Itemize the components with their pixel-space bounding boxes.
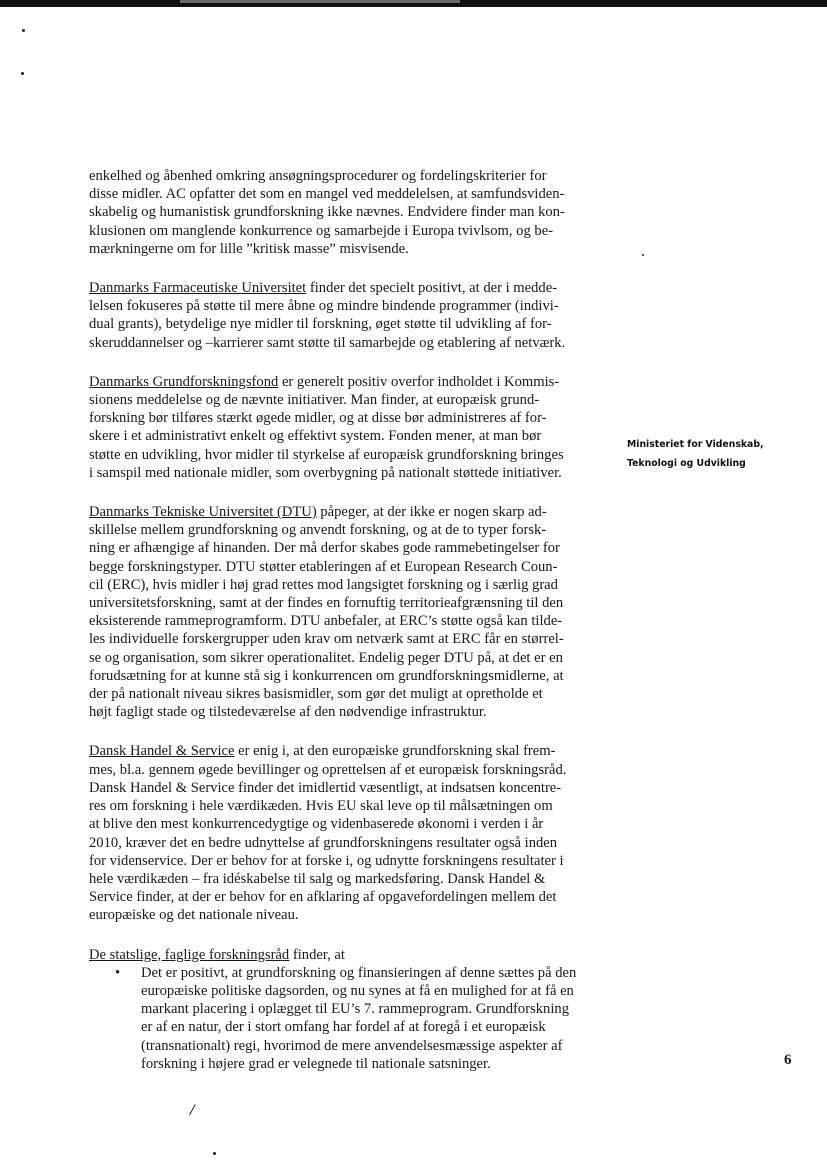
text-line: sionens meddelelse og de nævnte initiativer. Man finder, at europæisk grund- (89, 392, 540, 409)
organization-name: Dansk Handel & Service (89, 743, 235, 760)
text-line: les individuelle forskergrupper uden krav om netværk samt at ERC får en størrel- (89, 631, 564, 648)
paragraph-dansk-handel (89, 742, 597, 924)
paragraph-ac (89, 167, 597, 258)
text-line: forskning i højere grad er velegnede til nationale satsninger. (141, 1055, 491, 1072)
text-line: finder, at (289, 946, 345, 963)
ministry-label (627, 435, 817, 473)
scan-speck (642, 254, 644, 256)
text-line: skabelig og humanistisk grundforskning ikke nævnes. Endvidere finder man kon- (89, 204, 565, 221)
text-line: er enig i, at den europæiske grundforskning skal frem- (234, 743, 556, 760)
text-line: skere i et administrativt enkelt og effektivt system. Fonden mener, at man bør (89, 428, 542, 445)
organization-name: Danmarks Farmaceutiske Universitet (89, 280, 307, 297)
text-line: er generelt positiv overfor indholdet i Kommis- (278, 373, 560, 390)
text-line: påpeger, at der ikke er nogen skarp ad- (316, 504, 547, 521)
text-line: begge forskningstyper. DTU støtter etableringen af et European Research Coun- (89, 558, 558, 575)
text-line: hele værdikæden – fra idéskabelse til salg og markedsføring. Dansk Handel & (89, 870, 546, 887)
text-line: skeruddannelser og –karrierer samt støtte til samarbejde og etablering af netværk. (89, 334, 566, 351)
text-line: lelsen fokuseres på støtte til mere åbne og mindre bindende programmer (indivi- (89, 298, 559, 315)
text-line: se og organisation, som sikrer operationalitet. Endelig peger DTU på, at det er en (89, 649, 563, 666)
paragraph-forskningsraad (89, 946, 597, 964)
text-line: forskning bør tilføres stærkt øgede midler, og at disse bør administreres af for- (89, 410, 547, 427)
text-line: skillelse mellem grundforskning og anvendt forskning, og at de to typer forsk- (89, 522, 547, 539)
scan-top-edge-light (180, 0, 460, 3)
text-line: enkelhed og åbenhed omkring ansøgningsprocedurer og fordelingskriterier for (89, 168, 547, 184)
stray-pen-mark: / (190, 1102, 195, 1119)
text-line: ning er afhængige af hinanden. Der må derfor skabes gode rammebetingelser for (89, 540, 560, 557)
text-line: klusionen om manglende konkurrence og samarbejde i Europa tvivlsom, og be- (89, 222, 554, 239)
document-body (89, 167, 597, 1073)
organization-name: Danmarks Tekniske Universitet (DTU) (89, 504, 317, 521)
text-line: markant placering i oplægget til EU’s 7. rammeprogram. Grundforskning (141, 1001, 569, 1018)
text-line: i samspil med nationale midler, som overbygning på nationalt støttede initiativer. (89, 464, 562, 481)
scan-speck (22, 29, 25, 32)
paragraph-dfu (89, 279, 597, 352)
text-line: europæiske politiske dagsorden, og nu synes at få en mulighed for at få en (141, 982, 574, 999)
text-line: finder det specielt positivt, at der i medde- (306, 280, 558, 297)
ministry-label-line: Teknologi og Udvikling (627, 458, 746, 469)
page-number: 6 (784, 1052, 792, 1068)
scan-speck (21, 72, 24, 75)
text-line: universitetsforskning, samt at der findes en fornuftig territorieafgrænsning til den (89, 595, 564, 612)
text-line: 2010, kræver det en bedre udnyttelse af grundforskningens resultater også inden (89, 834, 558, 851)
text-line: højt fagligt stade og tilstedeværelse af den nødvendige infrastruktur. (89, 704, 487, 721)
text-line: mes, bl.a. gennem øgede bevillinger og oprettelsen af et europæisk forskningsråd. (89, 761, 567, 778)
text-line: europæiske og det nationale niveau. (89, 907, 299, 924)
list-item (89, 964, 597, 1073)
text-line: Dansk Handel & Service finder det imidlertid væsentligt, at indsatsen koncentre- (89, 779, 562, 796)
text-line: for videnservice. Der er behov for at forske i, og udnytte forskningens resultater i (89, 852, 564, 869)
organization-name: De statslige, faglige forskningsråd (89, 946, 290, 963)
organization-name: Danmarks Grundforskningsfond (89, 373, 279, 390)
text-line: mærkningerne om for lille ”kritisk masse” misvisende. (89, 240, 409, 257)
text-line: Det er positivt, at grundforskning og finansieringen af denne sættes på den (141, 964, 577, 981)
scan-speck (213, 1152, 216, 1155)
text-line: dual grants), betydelige nye midler til forskning, øget støtte til udvikling af for- (89, 316, 552, 333)
text-line: disse midler. AC opfatter det som en mangel ved meddelelsen, at samfundsviden- (89, 186, 565, 203)
text-line: res om forskning i hele værdikæden. Hvis EU skal leve op til målsætningen om (89, 798, 553, 815)
paragraph-grundforskningsfond (89, 373, 597, 482)
text-line: Service finder, at der er behov for en afklaring af opgavefordelingen mellem det (89, 889, 557, 906)
text-line: at blive den mest konkurrencedygtige og videnbaserede økonomi i verden i år (89, 816, 544, 833)
text-line: forudsætning for at kunne stå sig i konkurrencen om grundforskningsmidlerne, at (89, 667, 564, 684)
bullet-list (89, 964, 597, 1073)
text-line: der på nationalt niveau sikres basismidler, som gør det muligt at opretholde et (89, 686, 543, 703)
bullet-icon: • (115, 964, 121, 981)
text-line: eksisterende rammeprogramform. DTU anbefaler, at ERC’s støtte også kan tilde- (89, 613, 563, 630)
text-line: (transnationalt) regi, hvorimod de mere anvendelsesmæssige aspekter af (141, 1037, 563, 1054)
text-line: er af en natur, der i stort omfang har fordel af at foregå i et europæisk (141, 1019, 546, 1036)
text-line: cil (ERC), hvis midler i høj grad rettes mod langsigtet forskning og i særlig grad (89, 576, 558, 593)
ministry-label-line: Ministeriet for Videnskab, (627, 439, 764, 450)
text-line: støtte en udvikling, hvor midler til styrkelse af europæisk grundforskning bringes (89, 446, 564, 463)
paragraph-dtu (89, 503, 597, 721)
